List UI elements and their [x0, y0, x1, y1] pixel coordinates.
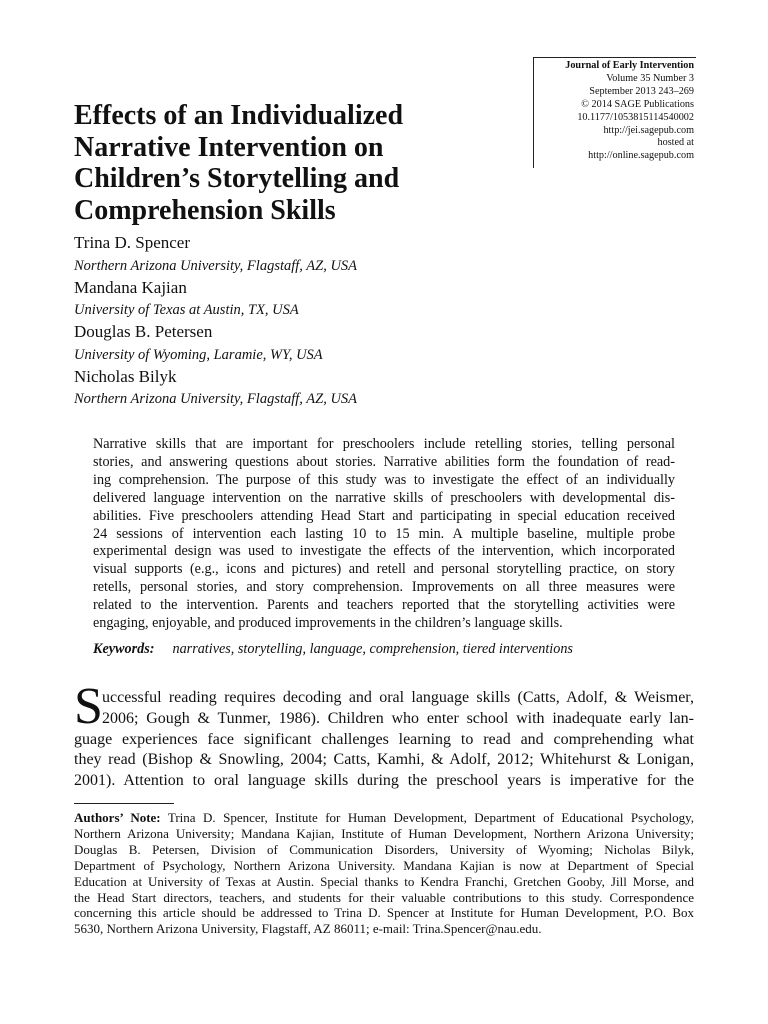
journal-volume: Volume 35 Number 3: [606, 72, 694, 84]
body-paragraph: [74, 688, 694, 792]
body-line: 2006; Gough & Tunmer, 1986). Children who enter school with inadequate early lan-: [102, 709, 694, 727]
journal-info: [565, 60, 694, 163]
journal-doi: 10.1177/1053815114540002: [577, 111, 694, 123]
author-affiliation: Northern Arizona University, Flagstaff, AZ, USA: [74, 391, 358, 407]
journal-hosted-at: hosted at: [657, 137, 694, 149]
abstract: [93, 436, 675, 633]
abstract-line: visual supports (e.g., icons and pictures) and retell and personal storytelling practice, on story: [93, 561, 675, 578]
authors-note: [74, 810, 694, 937]
author-name: Trina D. Spencer: [74, 233, 190, 252]
author-affiliation: University of Texas at Austin, TX, USA: [74, 302, 299, 318]
abstract-line: experimental design was used to investigate the effects of the intervention, which incorporated: [93, 543, 675, 560]
keywords-text: narratives, storytelling, language, comprehension, tiered interventions: [172, 641, 573, 657]
abstract-line: Narrative skills that are important for preschoolers include retelling stories, telling personal: [93, 436, 675, 452]
abstract-line: 24 sessions of intervention each lasting 10 to 15 min. A multiple baseline, multiple probe: [93, 525, 675, 542]
abstract-line: ing comprehension. The purpose of this study was to investigate the effect of an individually: [93, 471, 675, 488]
abstract-line: related to the intervention. Parents and teachers reported that the storytelling activities were: [93, 597, 675, 614]
note-line: 5630, Northern Arizona University, Flagstaff, AZ 86011; e-mail: Trina.Spencer@nau.edu.: [74, 921, 542, 937]
author-affiliation: Northern Arizona University, Flagstaff, AZ, USA: [74, 257, 358, 274]
journal-name: Journal of Early Intervention: [565, 60, 694, 71]
author-name: Mandana Kajian: [74, 277, 187, 297]
body-line: uccessful reading requires decoding and oral language skills (Catts, Adolf, & Weismer,: [102, 689, 694, 706]
abstract-line: retells, personal stories, and story comprehension. Improvements on all three measures were: [93, 579, 675, 596]
author-name: Nicholas Bilyk: [74, 366, 177, 386]
authors-note-label: Authors’ Note:: [74, 810, 161, 825]
author-name: Douglas B. Petersen: [74, 322, 213, 341]
authors-note-first-line: Trina D. Spencer, Institute for Human Development, Department of Educational Psychology,: [160, 810, 694, 825]
title-line: Effects of an Individualized: [74, 100, 404, 131]
body-line: they read (Bishop & Snowling, 2004; Catts, Kamhi, & Adolf, 2012; Whitehurst & Lonigan,: [74, 751, 694, 769]
title-line: Comprehension Skills: [74, 194, 336, 226]
title-line: Narrative Intervention on: [74, 131, 384, 163]
keywords: [93, 640, 573, 658]
journal-url-link[interactable]: http://jei.sagepub.com: [603, 124, 694, 136]
title-line: Children’s Storytelling and: [74, 163, 400, 194]
note-line: the Head Start directors, teachers, and students for their valuable contributions to this study. Correspondence: [74, 889, 694, 905]
body-line: 2001). Attention to oral language skills during the preschool years is imperative for the: [74, 772, 694, 790]
note-line: Education at University of Texas at Austin. Special thanks to Kendra Franchi, Gretchen Gooby, Jill Morse, and: [74, 873, 694, 889]
article-title: [74, 100, 514, 226]
note-line: Douglas B. Petersen, Division of Communication Disorders, University of Wyoming; Nicholas Bilyk,: [74, 841, 694, 857]
drop-cap: S: [74, 678, 103, 735]
note-line: Northern Arizona University; Mandana Kajian, Institute of Human Development, Northern Arizona University;: [74, 825, 694, 841]
journal-date-pages: September 2013 243–269: [589, 85, 694, 97]
abstract-line: abilities. Five preschoolers attending Head Start and participating in special education received: [93, 507, 675, 524]
author-list: [74, 232, 554, 410]
note-line: [74, 810, 694, 826]
abstract-line: stories, and answering questions about stories. Narrative abilities form the foundation of read-: [93, 453, 675, 470]
note-line: concerning this article should be addressed to Trina D. Spencer at Institute for Human Development, P.O. Box: [74, 905, 694, 921]
footnote-rule: [74, 803, 174, 804]
abstract-line: engaging, enjoyable, and produced improvements in the children’s language skills.: [93, 615, 563, 632]
journal-copyright: © 2014 SAGE Publications: [581, 98, 694, 110]
abstract-line: delivered language intervention on the narrative skills of preschoolers with developmental dis-: [93, 489, 675, 506]
body-line: guage experiences face significant challenges learning to read and comprehending what: [74, 730, 694, 748]
author-affiliation: University of Wyoming, Laramie, WY, USA: [74, 346, 323, 363]
note-line: Department of Psychology, Northern Arizona University. Mandana Kajian is now at Department of Special: [74, 857, 694, 873]
keywords-label: Keywords:: [93, 641, 155, 657]
journal-hosted-link[interactable]: http://online.sagepub.com: [588, 150, 694, 162]
